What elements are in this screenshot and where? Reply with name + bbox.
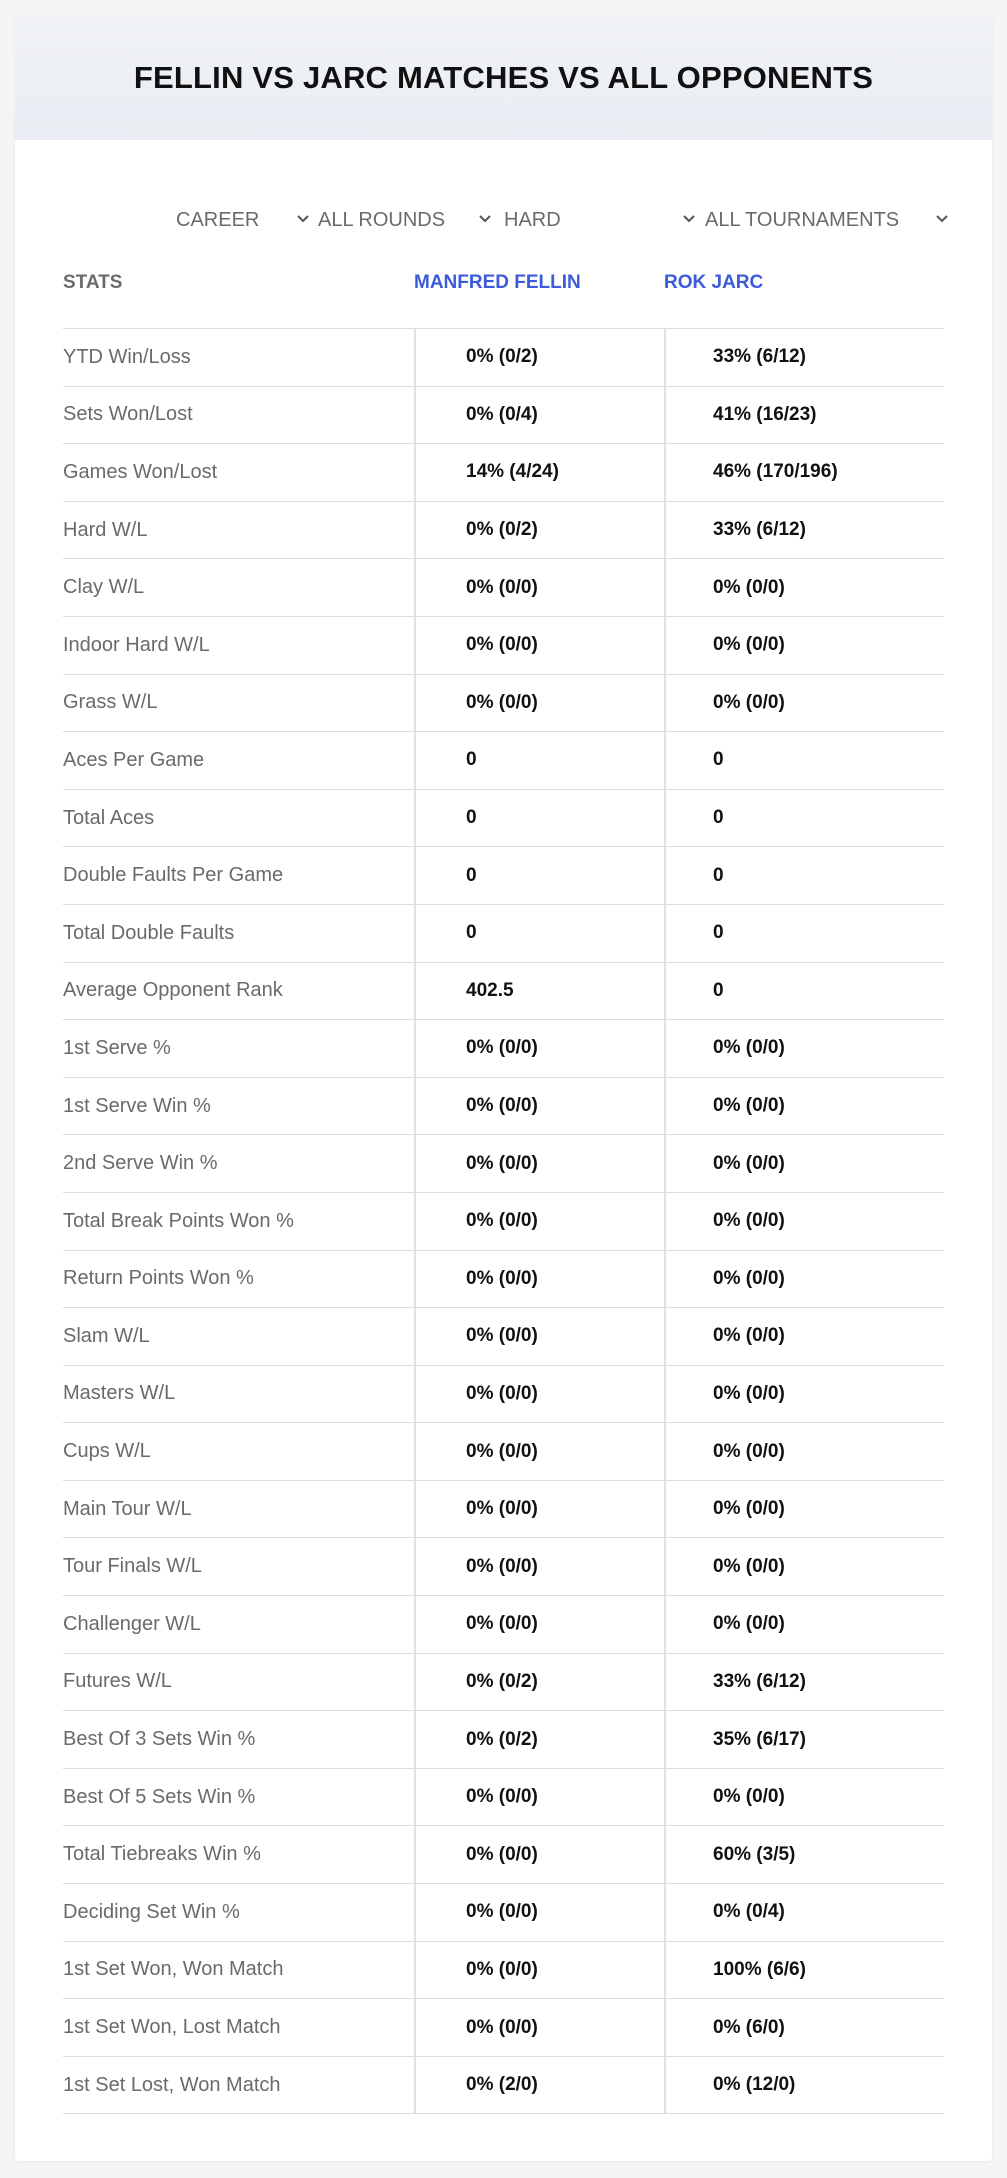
filter-period-label: CAREER [176,208,260,231]
stat-label: Best Of 3 Sets Win % [63,1728,256,1751]
player2-link[interactable]: ROK JARC [664,272,764,293]
player1-value: 402.5 [414,963,514,1020]
filter-bar [15,188,992,252]
player1-value: 0% (0/2) [414,1654,538,1711]
stat-label: Cups W/L [63,1440,151,1463]
player2-value: 0% (0/0) [664,1020,785,1077]
stat-label: 1st Serve % [63,1036,171,1059]
table-row [63,847,944,905]
player2-value: 0% (0/0) [664,1538,785,1595]
player2-value: 0% (0/0) [664,1423,785,1480]
player1-link[interactable]: MANFRED FELLIN [414,272,581,293]
stat-label: Deciding Set Win % [63,1900,240,1923]
stat-label: Hard W/L [63,518,148,541]
player1-value: 0% (0/2) [414,502,538,559]
table-row [63,1999,944,2057]
player1-value: 0% (0/0) [414,1999,538,2056]
player2-value: 41% (16/23) [664,387,817,444]
player1-value: 0% (0/0) [414,1942,538,1999]
filter-tournament-select[interactable] [705,188,955,252]
table-row [63,1251,944,1309]
stat-label: Total Tiebreaks Win % [63,1843,261,1866]
player1-value: 0% (0/0) [414,1193,538,1250]
player2-value: 0 [664,790,724,847]
player1-value: 0% (0/0) [414,1596,538,1653]
player1-value: 0 [414,790,477,847]
table-row [63,963,944,1021]
table-row [63,790,944,848]
stat-label: Total Break Points Won % [63,1209,294,1232]
table-row [63,1193,944,1251]
table-row [63,1308,944,1366]
player2-value: 0% (0/4) [664,1884,785,1941]
stat-label: Games Won/Lost [63,460,218,483]
filter-surface-label: HARD [504,208,561,231]
player2-value: 0% (0/0) [664,1308,785,1365]
stat-label: Sets Won/Lost [63,403,193,426]
player2-value: 33% (6/12) [664,502,806,559]
player1-value: 0% (0/0) [414,1538,538,1595]
player2-value: 0 [664,963,724,1020]
stat-label: Double Faults Per Game [63,864,284,887]
stat-label: Slam W/L [63,1324,150,1347]
player2-value: 0% (0/0) [664,559,785,616]
player1-value: 0% (0/4) [414,387,538,444]
stat-label: Challenger W/L [63,1612,201,1635]
table-row [63,1596,944,1654]
player1-value: 0% (2/0) [414,2057,538,2114]
stat-label: Aces Per Game [63,748,205,771]
table-row [63,1826,944,1884]
table-row [63,559,944,617]
table-row [63,617,944,675]
player2-value: 0 [664,905,724,962]
chevron-down-icon [296,212,310,226]
player2-value: 0% (12/0) [664,2057,795,2114]
player1-value: 0 [414,905,477,962]
table-row [63,1423,944,1481]
stat-label: Clay W/L [63,576,145,599]
player2-value: 0% (0/0) [664,1135,785,1192]
filter-period-select[interactable] [176,188,321,252]
table-row [63,1654,944,1712]
table-row [63,905,944,963]
player1-value: 0 [414,732,477,789]
player1-value: 0% (0/0) [414,1078,538,1135]
player2-value: 0 [664,847,724,904]
card-header [15,16,992,140]
page-title: FELLIN VS JARC MATCHES VS ALL OPPONENTS [133,60,874,95]
player1-value: 0% (0/0) [414,1020,538,1077]
table-row [63,444,944,502]
player1-value: 0% (0/0) [414,1423,538,1480]
stat-label: Main Tour W/L [63,1497,192,1520]
stat-label: Average Opponent Rank [63,979,283,1002]
player2-value: 0% (0/0) [664,675,785,732]
table-row [63,1711,944,1769]
player1-value: 0% (0/0) [414,1826,538,1883]
table-row [63,329,944,387]
stat-label: YTD Win/Loss [63,345,191,368]
table-row [63,1078,944,1136]
table-row [63,1538,944,1596]
table-body [63,329,944,2114]
player2-value: 100% (6/6) [664,1942,806,1999]
player2-value: 60% (3/5) [664,1826,795,1883]
stat-label: Total Double Faults [63,921,235,944]
table-row [63,1366,944,1424]
filter-round-select[interactable] [318,188,498,252]
stat-label: 1st Set Lost, Won Match [63,2073,281,2096]
stat-label: Futures W/L [63,1670,172,1693]
player1-value: 14% (4/24) [414,444,559,501]
stat-label: 1st Set Won, Won Match [63,1958,284,1981]
stat-label: Return Points Won % [63,1267,254,1290]
chevron-down-icon [478,212,492,226]
stats-column-header: STATS [63,272,123,293]
player1-value: 0% (0/0) [414,617,538,674]
player2-value: 0% (0/0) [664,1481,785,1538]
player2-value: 0% (0/0) [664,1596,785,1653]
stat-label: Grass W/L [63,691,158,714]
player2-value: 0% (0/0) [664,1193,785,1250]
table-row [63,675,944,733]
table-row [63,1942,944,2000]
filter-round-label: ALL ROUNDS [318,208,446,231]
table-row [63,1884,944,1942]
player2-value: 0% (0/0) [664,617,785,674]
player1-value: 0% (0/2) [414,329,538,386]
player1-value: 0% (0/0) [414,559,538,616]
player1-value: 0% (0/0) [414,1366,538,1423]
player1-value: 0% (0/0) [414,1769,538,1826]
player1-value: 0% (0/2) [414,1711,538,1768]
stat-label: 1st Serve Win % [63,1094,211,1117]
stat-label: Tour Finals W/L [63,1555,202,1578]
player2-value: 0% (6/0) [664,1999,785,2056]
player2-value: 46% (170/196) [664,444,838,501]
table-header [63,252,944,329]
player1-value: 0% (0/0) [414,1884,538,1941]
filter-surface-select[interactable] [504,188,702,252]
player2-value: 0% (0/0) [664,1251,785,1308]
table-row [63,1020,944,1078]
player2-value: 0% (0/0) [664,1078,785,1135]
stats-table [63,252,944,2114]
chevron-down-icon [935,212,949,226]
player2-value: 35% (6/17) [664,1711,806,1768]
filter-tournament-label: ALL TOURNAMENTS [705,208,900,231]
table-row [63,387,944,445]
stat-label: Total Aces [63,806,155,829]
player2-value: 33% (6/12) [664,1654,806,1711]
table-row [63,1135,944,1193]
table-row [63,1769,944,1827]
player1-value: 0 [414,847,477,904]
player1-value: 0% (0/0) [414,1135,538,1192]
table-row [63,732,944,790]
table-row [63,2057,944,2115]
stat-label: Best Of 5 Sets Win % [63,1785,256,1808]
player1-value: 0% (0/0) [414,675,538,732]
stat-label: Masters W/L [63,1382,176,1405]
player2-value: 0% (0/0) [664,1366,785,1423]
player1-value: 0% (0/0) [414,1481,538,1538]
player2-value: 0 [664,732,724,789]
player2-value: 33% (6/12) [664,329,806,386]
player1-value: 0% (0/0) [414,1308,538,1365]
stat-label: 1st Set Won, Lost Match [63,2016,281,2039]
stat-label: Indoor Hard W/L [63,633,210,656]
table-row [63,1481,944,1539]
chevron-down-icon [682,212,696,226]
table-row [63,502,944,560]
player2-value: 0% (0/0) [664,1769,785,1826]
stats-card [15,16,992,2161]
player1-value: 0% (0/0) [414,1251,538,1308]
stat-label: 2nd Serve Win % [63,1152,218,1175]
